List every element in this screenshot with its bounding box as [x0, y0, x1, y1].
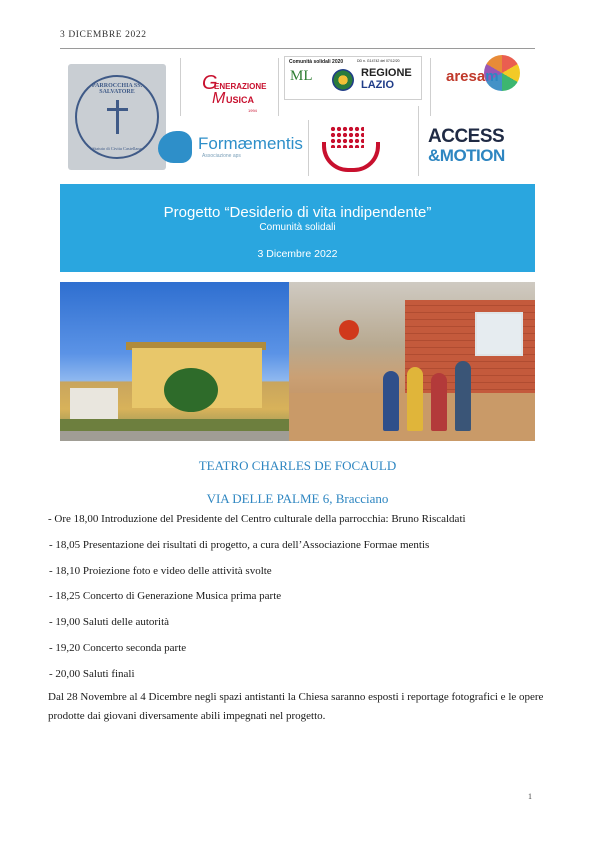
logo-initial-g: G: [202, 72, 218, 94]
banner-date: 3 Dicembre 2022: [257, 248, 338, 260]
logo-divider: [308, 120, 309, 176]
head-profile-icon: [158, 131, 192, 163]
person: [455, 361, 471, 431]
schedule-list: [48, 510, 568, 691]
aresam-text-b: m: [485, 68, 499, 85]
venue-address: VIA DELLE PALME 6, Bracciano: [206, 491, 389, 506]
aresam-text-a: aresa: [446, 68, 486, 85]
logo-text-line1: ENERAZIONE: [214, 82, 267, 91]
person: [431, 373, 447, 431]
parrocchia-ring-sub: Statuto di Civita Castellana: [92, 146, 142, 151]
aresam-logo: [440, 52, 522, 104]
access-motion-logo: [428, 124, 528, 172]
aresam-text: [446, 68, 499, 85]
exhibition-note: Dal 28 Novembre al 4 Dicembre negli spazi antistanti la Chiesa saranno esposti i reportage fotografici e le opere prodotte dai giovani diversamente abili impegnati nel progetto.: [48, 691, 544, 722]
formaementis-logo: [158, 128, 308, 166]
logo-initial-m: M: [212, 90, 226, 107]
page-number: 1: [528, 792, 532, 801]
schedule-item: - 19,00 Saluti delle autorità: [49, 616, 170, 629]
logo-divider: [430, 58, 431, 116]
formaementis-sub: Associazione aps: [202, 153, 241, 159]
header-rule: [60, 48, 535, 49]
person: [383, 371, 399, 431]
ministry-mark: ML: [290, 68, 313, 84]
document-date: 3 DICEMBRE 2022: [60, 30, 147, 40]
schedule-item: - 20,00 Saluti finali: [49, 667, 135, 680]
wall: [60, 431, 289, 441]
regione-lazio-text: [361, 67, 412, 91]
schedule-item: - 18,25 Concerto di Generazione Musica prima parte: [49, 590, 282, 603]
region-seal-icon: [332, 69, 354, 91]
window: [475, 312, 523, 356]
logo-divider: [180, 58, 181, 116]
schedule-item: - Ore 18,00 Introduzione del Presidente del Centro culturale della parrocchia: Bruno Riscaldati: [48, 513, 466, 525]
logo-divider: [278, 58, 279, 116]
hands-icon: [322, 142, 380, 172]
comunita-title: Comunità solidali 2020: [289, 59, 344, 65]
banner-title: Progetto “Desiderio di vita indipendente”: [163, 204, 432, 221]
logo-since: 1994: [248, 108, 257, 113]
generazione-musica-logo: [202, 66, 272, 116]
cross-icon: [116, 100, 119, 134]
access-text: ACCESS: [428, 126, 505, 147]
schedule-item: - 18,05 Presentazione dei risultati di progetto, a cura dell’Associazione Formae mentis: [49, 538, 430, 551]
comunita-ref: DD n. G14742 del 07/12/20: [357, 59, 400, 63]
parrocchia-seal: [75, 75, 159, 159]
venue-name: TEATRO CHARLES DE FOCAULD: [198, 458, 397, 473]
lazio-line: LAZIO: [361, 79, 394, 91]
building-photo: [60, 282, 289, 441]
hands-logo: [316, 124, 378, 172]
parrocchia-ring-text: PARROCCHIA SS. SALVATORE: [91, 83, 143, 95]
motion-text: &MOTION: [428, 146, 505, 165]
schedule-item: - 18,10 Proiezione foto e video delle attività svolte: [49, 564, 272, 577]
tree: [164, 368, 218, 412]
schedule-item: - 19,20 Concerto seconda parte: [49, 641, 187, 654]
ball: [339, 320, 359, 340]
logo-text-line2: USICA: [226, 95, 255, 105]
formaementis-name: Formæmentis: [198, 134, 303, 153]
logo-divider: [418, 106, 419, 176]
banner-subtitle: Comunità solidali: [259, 222, 336, 233]
regione-line: REGIONE: [361, 67, 412, 79]
parrocchia-logo: [68, 64, 166, 170]
comunita-solidali-logo: [284, 56, 422, 100]
activity-photo: [289, 282, 535, 441]
person: [407, 367, 423, 431]
project-banner: [60, 184, 535, 272]
